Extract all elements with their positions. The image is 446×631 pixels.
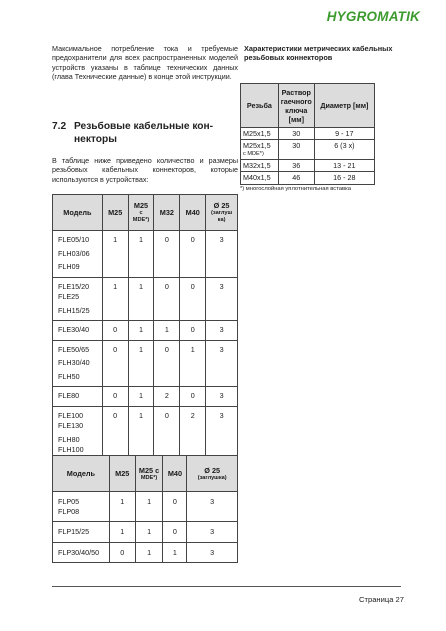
- cell-d25: 3: [206, 231, 238, 278]
- cell-diameter: 13 - 21: [314, 159, 374, 171]
- cell-m25: 0: [102, 387, 128, 407]
- section-body: [52, 156, 238, 184]
- cell-model: [53, 542, 110, 563]
- cell-m25: 1: [102, 277, 128, 321]
- cell-thread: [241, 159, 279, 171]
- model-name: FLE15/20: [58, 281, 90, 291]
- header-m32: M32: [154, 195, 180, 231]
- intro-paragraph: Максимальное потребление тока и требуемые предохранители для всех распространенных моделей устройств указаны в таблице технических данных (глава Технические данные) в конце этой инструкции.: [52, 44, 238, 82]
- cell-thread: [241, 172, 279, 184]
- cell-d25: 3: [206, 277, 238, 321]
- thread-note: с MDE*): [243, 150, 264, 157]
- section-title-line2: некторы: [74, 133, 117, 145]
- cell-d25: 3: [187, 492, 238, 522]
- thread-size: M25x1,5: [243, 141, 271, 151]
- cell-m32: 1: [154, 321, 180, 341]
- cell-m25c: 1: [128, 387, 154, 407]
- table-row: [53, 321, 238, 341]
- cell-d25: 3: [187, 522, 238, 543]
- cell-m40: 2: [180, 406, 206, 460]
- table-row: [241, 159, 375, 171]
- table-row: [53, 277, 238, 321]
- model-name: FLH09: [58, 262, 80, 271]
- cell-model: [53, 522, 110, 543]
- cell-m40: 0: [163, 492, 187, 522]
- table-row: [241, 172, 375, 184]
- header-model: Модель: [53, 195, 103, 231]
- model-name: FLH50: [58, 371, 80, 381]
- cell-diameter: 16 - 28: [314, 172, 374, 184]
- cell-m25c: 1: [128, 340, 154, 387]
- header-m40: M40: [163, 456, 187, 492]
- cell-model: [53, 340, 103, 387]
- cell-model: [53, 277, 103, 321]
- header-model: Модель: [53, 456, 110, 492]
- table-header-row: [53, 195, 238, 231]
- cell-wrench: 36: [278, 159, 314, 171]
- hygromatik-logo: HYGROMATIK: [326, 9, 420, 24]
- model-name: FLP05: [58, 497, 80, 506]
- cell-diameter: 9 - 17: [314, 128, 374, 140]
- cell-d25: 3: [206, 321, 238, 341]
- header-m25-mde: M25 с MDE*): [135, 456, 163, 492]
- model-name: FLP15/25: [58, 527, 90, 536]
- cell-m32: 0: [154, 340, 180, 387]
- table-row: [53, 231, 238, 278]
- cell-wrench: 30: [278, 128, 314, 140]
- cell-m40: 1: [180, 340, 206, 387]
- footnote: *) многослойная уплотнительная вставка: [240, 186, 351, 192]
- model-name: FLP08: [58, 506, 80, 516]
- cell-diameter: 6 (3 x): [314, 140, 374, 159]
- cell-model: [53, 231, 103, 278]
- cell-m32: 0: [154, 231, 180, 278]
- cell-m25: 0: [109, 542, 135, 563]
- cell-m40: 0: [163, 522, 187, 543]
- model-name: FLP30/40/50: [58, 547, 100, 557]
- cell-m40: 1: [163, 542, 187, 563]
- footer-divider: [52, 586, 401, 587]
- section-paragraph: В таблице ниже приведено количество и размеры резьбовых кабельных коннекторов, которые используются в устройствах:: [52, 156, 238, 184]
- page-number: Страница 27: [359, 595, 404, 604]
- cell-m25: 0: [102, 406, 128, 460]
- model-name: FLE80: [58, 391, 80, 400]
- section-heading: [52, 121, 238, 146]
- table-header-row: [241, 84, 375, 128]
- table-row: [53, 492, 238, 522]
- model-name: FLH100: [58, 445, 84, 454]
- cell-m32: 0: [154, 406, 180, 460]
- cell-m32: 2: [154, 387, 180, 407]
- section-title-line1: Резьбовые кабельные кон-: [74, 121, 214, 132]
- cell-m25c: 1: [135, 522, 163, 543]
- cell-d25: 3: [187, 542, 238, 563]
- header-d25: Ø 25 (заглуш ка): [206, 195, 238, 231]
- table-row: [53, 340, 238, 387]
- cell-m25c: 1: [135, 492, 163, 522]
- table-row: [241, 140, 375, 159]
- model-name: FLE30/40: [58, 325, 90, 334]
- model-name: FLE50/65: [58, 344, 90, 354]
- cell-thread: [241, 140, 279, 159]
- table-header-row: [53, 456, 238, 492]
- model-name: FLE25: [58, 292, 80, 301]
- cell-m25: 0: [102, 340, 128, 387]
- model-name: FLE100: [58, 410, 84, 420]
- thread-size: M25x1,5: [243, 129, 271, 138]
- cell-m25c: 1: [135, 542, 163, 563]
- cell-m25: 1: [109, 492, 135, 522]
- table-row: [241, 128, 375, 140]
- metric-specs-title: Характеристики метрических кабельных резьбовых коннекторов: [244, 44, 393, 63]
- table-row: [53, 387, 238, 407]
- cell-m40: 0: [180, 321, 206, 341]
- cell-thread: [241, 128, 279, 140]
- connector-table-flp: [52, 455, 238, 563]
- model-name: FLE05/10: [58, 235, 90, 244]
- cell-model: [53, 492, 110, 522]
- intro-block: [52, 44, 238, 82]
- table-row: [53, 522, 238, 543]
- header-m25: M25: [109, 456, 135, 492]
- thread-size: M40x1,5: [243, 173, 271, 183]
- thread-size: M32x1,5: [243, 160, 271, 170]
- cell-m40: 0: [180, 277, 206, 321]
- header-diameter: Диаметр [мм]: [314, 84, 374, 128]
- cell-d25: 3: [206, 406, 238, 460]
- header-wrench: Раствор гаечного ключа [мм]: [278, 84, 314, 128]
- cell-model: [53, 321, 103, 341]
- model-name: FLH15/25: [58, 305, 90, 315]
- section-number: 7.2: [52, 121, 67, 132]
- cell-m25: 0: [102, 321, 128, 341]
- cell-wrench: 30: [278, 140, 314, 159]
- cell-model: [53, 387, 103, 407]
- cell-d25: 3: [206, 340, 238, 387]
- metric-specs-table: [240, 83, 375, 185]
- cell-m25: 1: [109, 522, 135, 543]
- cell-m25c: 1: [128, 406, 154, 460]
- table-row: [53, 406, 238, 460]
- model-name: FLE130: [58, 421, 84, 430]
- header-thread: Резьба: [241, 84, 279, 128]
- cell-model: [53, 406, 103, 460]
- header-d25: Ø 25 (заглушка): [187, 456, 238, 492]
- cell-m25c: 1: [128, 321, 154, 341]
- cell-m40: 0: [180, 387, 206, 407]
- cell-d25: 3: [206, 387, 238, 407]
- metric-specs-block: [244, 44, 404, 63]
- model-name: FLH80: [58, 434, 80, 444]
- cell-m32: 0: [154, 277, 180, 321]
- cell-m40: 0: [180, 231, 206, 278]
- header-m25-mde: M25 с MDE*): [128, 195, 154, 231]
- table-row: [53, 542, 238, 563]
- cell-m25: 1: [102, 231, 128, 278]
- cell-m25c: 1: [128, 231, 154, 278]
- cell-wrench: 46: [278, 172, 314, 184]
- header-m40: M40: [180, 195, 206, 231]
- model-name: FLH30/40: [58, 358, 90, 367]
- cell-m25c: 1: [128, 277, 154, 321]
- header-m25: M25: [102, 195, 128, 231]
- connector-table-fle-flh: [52, 194, 238, 461]
- model-name: FLH03/06: [58, 248, 90, 258]
